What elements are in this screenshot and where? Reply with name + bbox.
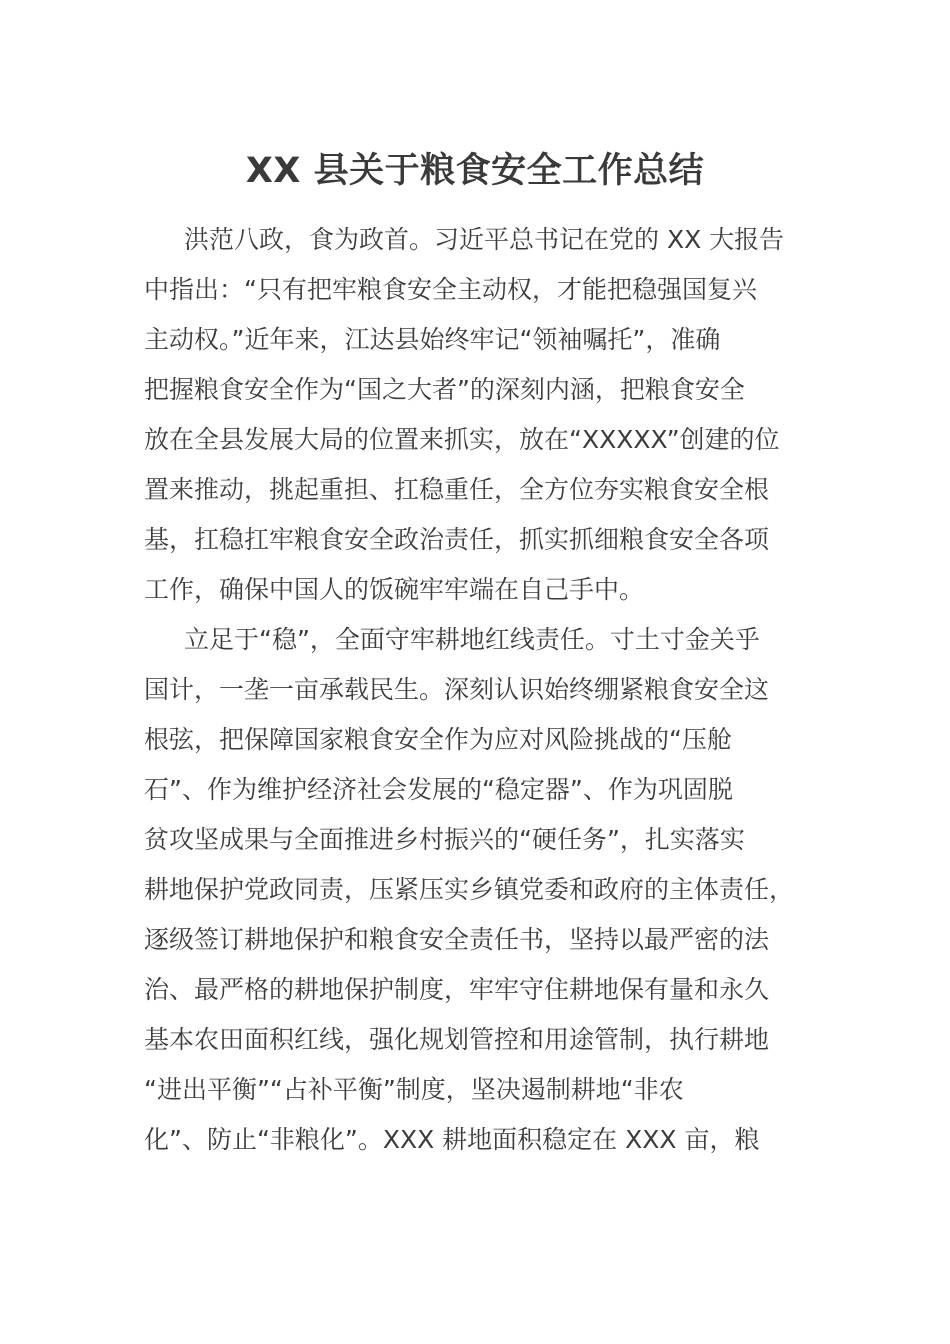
body-line: 逐级签订耕地保护和粮食安全责任书，坚持以最严密的法: [144, 925, 770, 954]
body-line: 石”、作为维护经济社会发展的“稳定器”、作为巩固脱: [144, 775, 733, 804]
body-line: 化”、防止“非粮化”。XXX 耕地面积稳定在 XXX 亩，粮: [144, 1125, 760, 1154]
body-line: 基，扛稳扛牢粮食安全政治责任，抓实抓细粮食安全各项: [144, 525, 770, 554]
body-line: 治、最严格的耕地保护制度，牢牢守住耕地保有量和永久: [144, 975, 770, 1004]
body-line: 中指出：“只有把牢粮食安全主动权，才能把稳强国复兴: [144, 275, 757, 304]
body-line: 把握粮食安全作为“国之大者”的深刻内涵，把粮食安全: [144, 375, 745, 404]
body-line: 国计，一垄一亩承载民生。深刻认识始终绷紧粮食安全这: [144, 675, 770, 704]
body-line: 工作，确保中国人的饭碗牢牢端在自己手中。: [144, 575, 645, 604]
body-line: “进出平衡”“占补平衡”制度，坚决遏制耕地“非农: [144, 1075, 684, 1104]
body-line: 基本农田面积红线，强化规划管控和用途管制，执行耕地: [144, 1025, 770, 1054]
body-line: 贫攻坚成果与全面推进乡村振兴的“硬任务”，扎实落实: [144, 825, 745, 854]
body-line: 放在全县发展大局的位置来抓实，放在“XXXXX”创建的位: [144, 425, 780, 454]
body-line: 置来推动，挑起重担、扛稳重任，全方位夯实粮食安全根: [144, 475, 770, 504]
body-line: 耕地保护党政同责，压紧压实乡镇党委和政府的主体责任，: [144, 875, 795, 904]
body-line: 洪范八政，食为政首。习近平总书记在党的 XX 大报告: [184, 225, 785, 254]
body-line: 主动权。”近年来，江达县始终牢记“领袖嘱托”，准确: [144, 325, 721, 354]
document-title: XX 县关于粮食安全工作总结: [245, 151, 705, 191]
body-line: 立足于“稳”，全面守牢耕地红线责任。寸土寸金关乎: [184, 625, 760, 654]
body-line: 根弦，把保障国家粮食安全作为应对风险挑战的“压舱: [144, 725, 732, 754]
